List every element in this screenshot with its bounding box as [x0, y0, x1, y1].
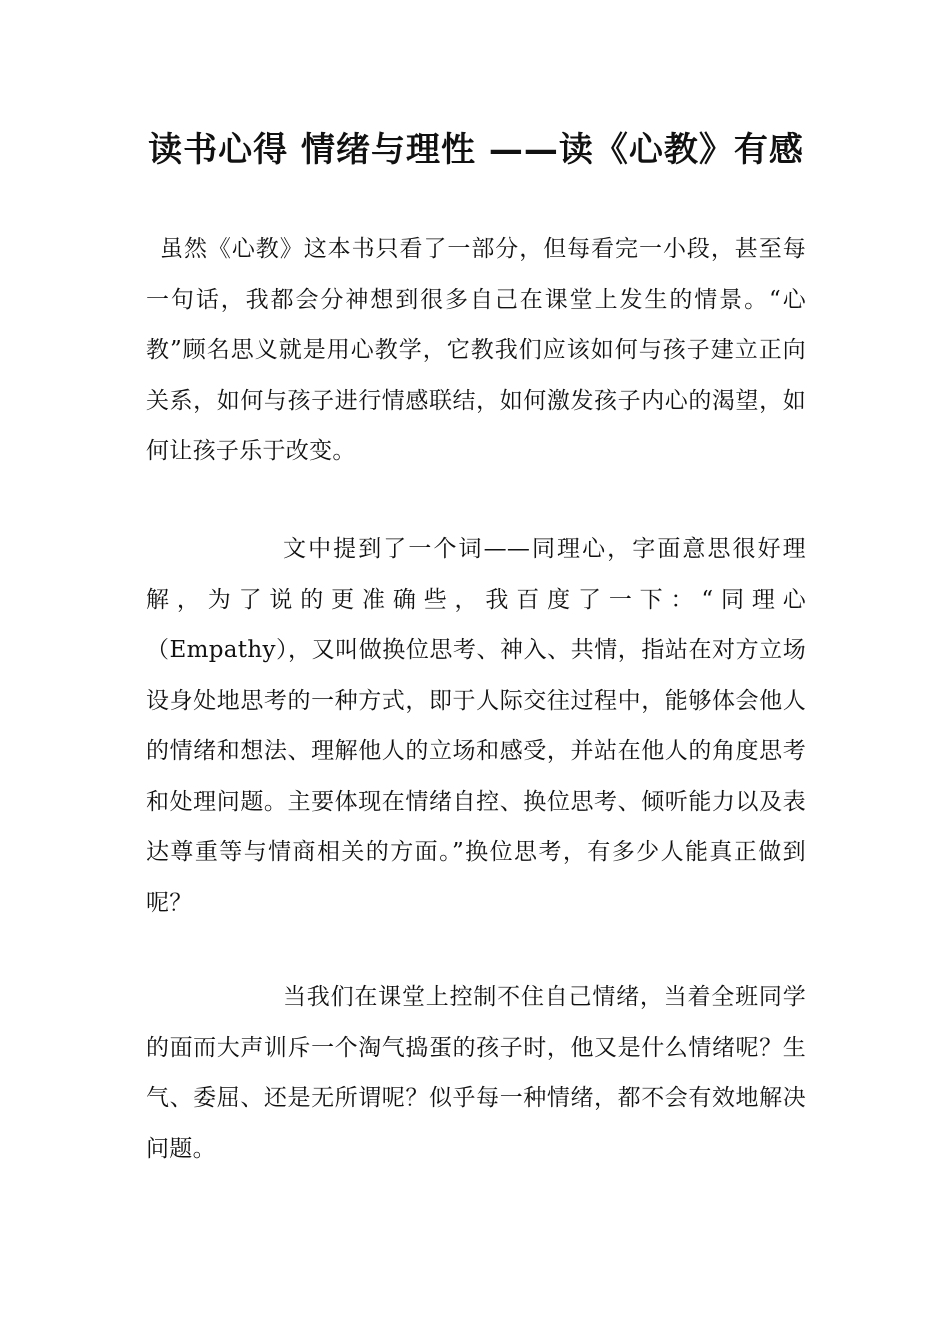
paragraph-2: 文中提到了一个词——同理心，字面意思很好理解，为了说的更准确些，我百度了一下：“同理心（Empathy），又叫做换位思考、神入、共情，指站在对方立场设身处地思考的一种方式，即于人际交往过程中，能够体会他人的情绪和想法、理解他人的立场和感受，并站在他人的角度思考和处理问题。主要体现在情绪自控、换位思考、倾听能力以及表达尊重等与情商相关的方面。”换位思考，有多少人能真正做到呢？ [146, 536, 806, 916]
document-title: 读书心得 情绪与理性 ——读《心教》有感 [148, 130, 804, 170]
paragraph-3: 当我们在课堂上控制不住自己情绪，当着全班同学的面而大声训斥一个淘气捣蛋的孩子时，他又是什么情绪呢？生气、委屈、还是无所谓呢？似乎每一种情绪，都不会有效地解决问题。 [146, 984, 806, 1162]
paragraph-1: 虽然《心教》这本书只看了一部分，但每看完一小段，甚至每一句话，我都会分神想到很多自己在课堂上发生的情景。“心教”顾名思义就是用心教学，它教我们应该如何与孩子建立正向关系，如何与孩子进行情感联结，如何激发孩子内心的渴望，如何让孩子乐于改变。 [146, 236, 806, 464]
